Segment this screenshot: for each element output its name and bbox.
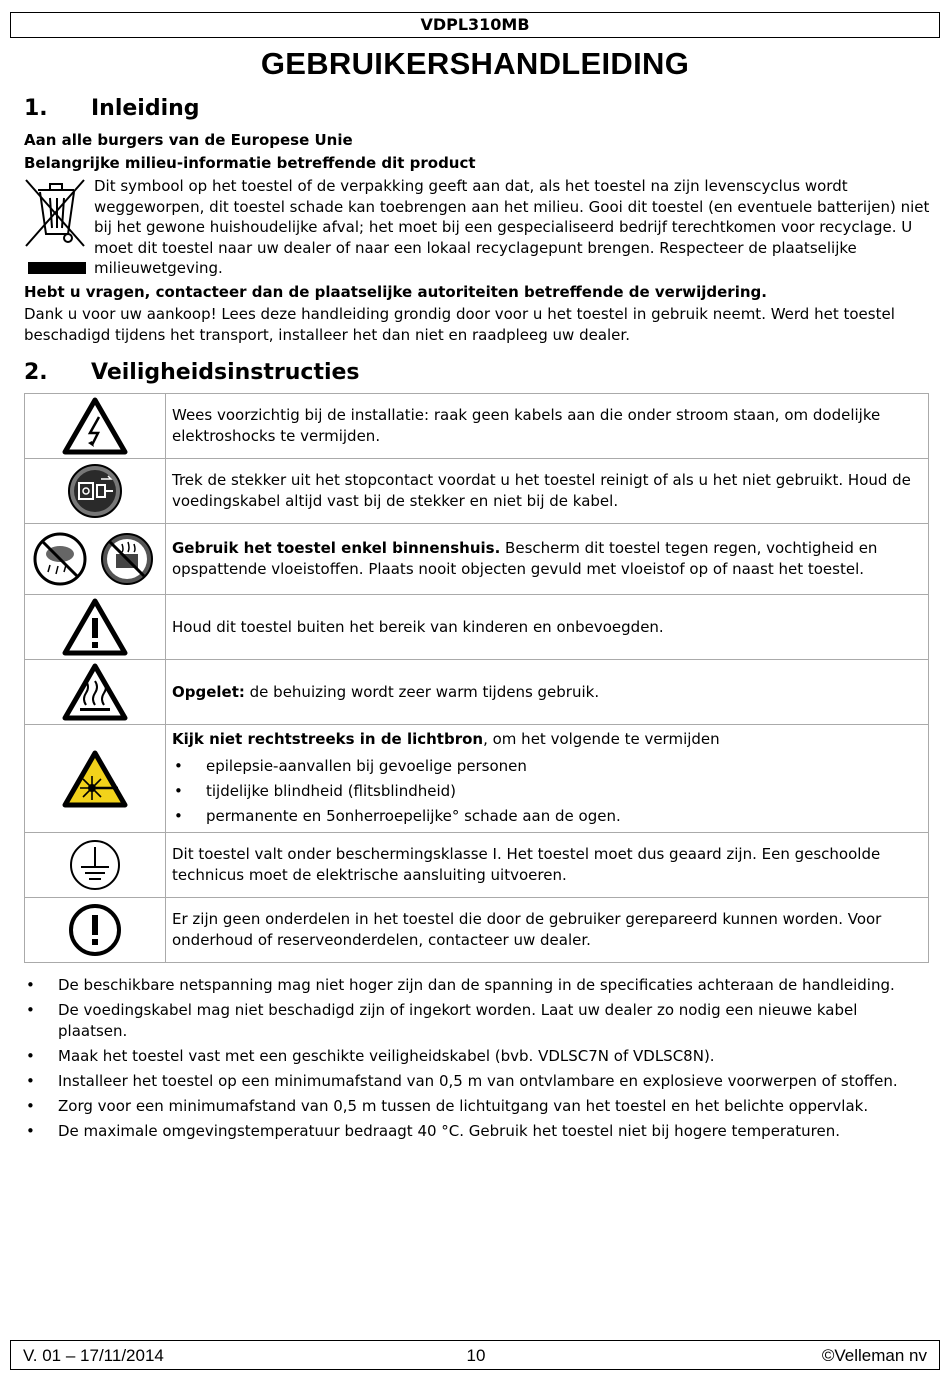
safety-row [25, 898, 929, 963]
footer-copyright: ©Velleman nv [821, 1346, 927, 1365]
section-1-title: Inleiding [91, 96, 200, 121]
list-item: • Maak het toestel vast met een geschikte veiligheidskabel (bvb. VDLSC7N of VDLSC8N). [24, 1046, 929, 1067]
safety-text: Wees voorzichtig bij de installatie: raak geen kabels aan die onder stroom staan, om dodelijke elektroshocks te vermijden. [166, 394, 929, 459]
section-2-heading [24, 360, 360, 385]
no-liquid-icon [102, 534, 152, 584]
section-2-title: Veiligheidsinstructies [91, 360, 360, 385]
list-item: • De voedingskabel mag niet beschadigd zijn of ingekort worden. Laat uw dealer zo nodig een nieuwe kabel plaatsen. [24, 1000, 929, 1042]
weee-bin-icon [24, 178, 86, 280]
safety-text: Trek de stekker uit het stopcontact voordat u het toestel reinigt of als u het niet gebruikt. Houd de voedingskabel altijd vast bij de stekker en niet bij de kabel. [166, 459, 929, 524]
safety-row [25, 660, 929, 725]
no-rain-icon [30, 530, 160, 588]
safety-text [166, 524, 929, 595]
protective-earth-icon [67, 837, 123, 893]
safety-row [25, 725, 929, 833]
list-item: • Installeer het toestel op een minimumafstand van 0,5 m van ontvlambare en explosieve voorwerpen of stoffen. [24, 1071, 929, 1092]
exclamation-icon [67, 902, 123, 958]
weee-text: Dit symbool op het toestel of de verpakking geeft aan dat, als het toestel na zijn levenscyclus wordt weggeworpen, dit toestel schade kan toebrengen aan het milieu. Gooi dit toestel (en eventuele batterijen) niet bij het gewone huishoudelijke afval; het moet bij een gespecialiseerd bedrijf terechtkomen voor recyclage. U moet dit toestel naar uw dealer of naar een lokaal recyclagepunt brengen. Respecteer de plaatselijke milieuwetgeving. [94, 177, 930, 278]
safety-icon-cell [25, 833, 166, 898]
safety-bullet-list [24, 975, 929, 1146]
questions-line: Hebt u vragen, contacteer dan de plaatselijke autoriteiten betreffende de verwijdering. [24, 283, 767, 301]
list-item: • Zorg voor een minimumafstand van 0,5 m tussen de lichtuitgang van het toestel en het belichte oppervlak. [24, 1096, 929, 1117]
unplug-icon [67, 463, 123, 519]
safety-icon-cell [25, 595, 166, 660]
safety-text-bold: Gebruik het toestel enkel binnenshuis. [172, 539, 501, 557]
safety-text-rest: de behuizing wordt zeer warm tijdens gebruik. [244, 682, 600, 701]
safety-row [25, 595, 929, 660]
safety-icon-cell [25, 394, 166, 459]
list-item: • epilepsie-aanvallen bij gevoelige personen [172, 754, 922, 779]
section-1-number: 1. [24, 96, 48, 121]
safety-icon-cell [25, 725, 166, 833]
eye-risk-list [172, 754, 922, 829]
page-footer [10, 1340, 940, 1370]
list-item: • tijdelijke blindheid (flitsblindheid) [172, 779, 922, 804]
hot-surface-icon [62, 663, 128, 721]
environment-info-line: Belangrijke milieu-informatie betreffende dit product [24, 154, 476, 172]
safety-row [25, 833, 929, 898]
safety-text: Houd dit toestel buiten het bereik van kinderen en onbevoegden. [166, 595, 929, 660]
page-title: GEBRUIKERSHANDLEIDING [260, 46, 690, 81]
model-header: VDPL310MB [10, 12, 940, 38]
safety-text [166, 660, 929, 725]
eu-citizens-line: Aan alle burgers van de Europese Unie [24, 131, 353, 149]
safety-table [24, 393, 929, 963]
safety-row [25, 459, 929, 524]
safety-row [25, 524, 929, 595]
safety-icon-cell [25, 660, 166, 725]
list-item: • De beschikbare netspanning mag niet hoger zijn dan de spanning in de specificaties achteraan de handleiding. [24, 975, 929, 996]
safety-text-rest: , om het volgende te vermijden [483, 729, 720, 748]
electric-shock-warning-icon [62, 397, 128, 455]
safety-text: Er zijn geen onderdelen in het toestel die door de gebruiker gerepareerd kunnen worden. Voor onderhoud of reserveonderdelen, contacteer uw dealer. [166, 898, 929, 963]
safety-text-rest: Bescherm dit toestel tegen regen, vochtigheid en opspattende vloeistoffen. Plaats nooit objecten gevuld met vloeistof op of naast het toestel. [172, 539, 878, 578]
list-item: • De maximale omgevingstemperatuur bedraagt 40 °C. Gebruik het toestel niet bij hogere temperaturen. [24, 1121, 929, 1142]
safety-icon-cell [25, 459, 166, 524]
general-warning-icon [62, 598, 128, 656]
safety-icon-cell [25, 898, 166, 963]
footer-version: V. 01 – 17/11/2014 [23, 1346, 164, 1365]
safety-text-bold: Kijk niet rechtstreeks in de lichtbron [172, 729, 484, 748]
section-1-heading [24, 96, 200, 121]
footer-page-number: 10 [466, 1346, 486, 1365]
safety-text-bold: Opgelet: [172, 682, 245, 701]
list-item: • permanente en 5onherroepelijke° schade aan de ogen. [172, 804, 922, 829]
safety-icon-cell [25, 524, 166, 595]
safety-row [25, 394, 929, 459]
laser-light-warning-icon [62, 750, 128, 808]
thanks-paragraph: Dank u voor uw aankoop! Lees deze handleiding grondig door voor u het toestel in gebruik neemt. Werd het toestel beschadigd tijdens het transport, installeer het dan niet en raadpleeg uw dealer. [24, 305, 895, 344]
safety-text [166, 725, 929, 833]
section-2-number: 2. [24, 360, 48, 385]
safety-text: Dit toestel valt onder beschermingsklasse I. Het toestel moet dus geaard zijn. Een geschoolde technicus moet de elektrische aansluiting uitvoeren. [166, 833, 929, 898]
